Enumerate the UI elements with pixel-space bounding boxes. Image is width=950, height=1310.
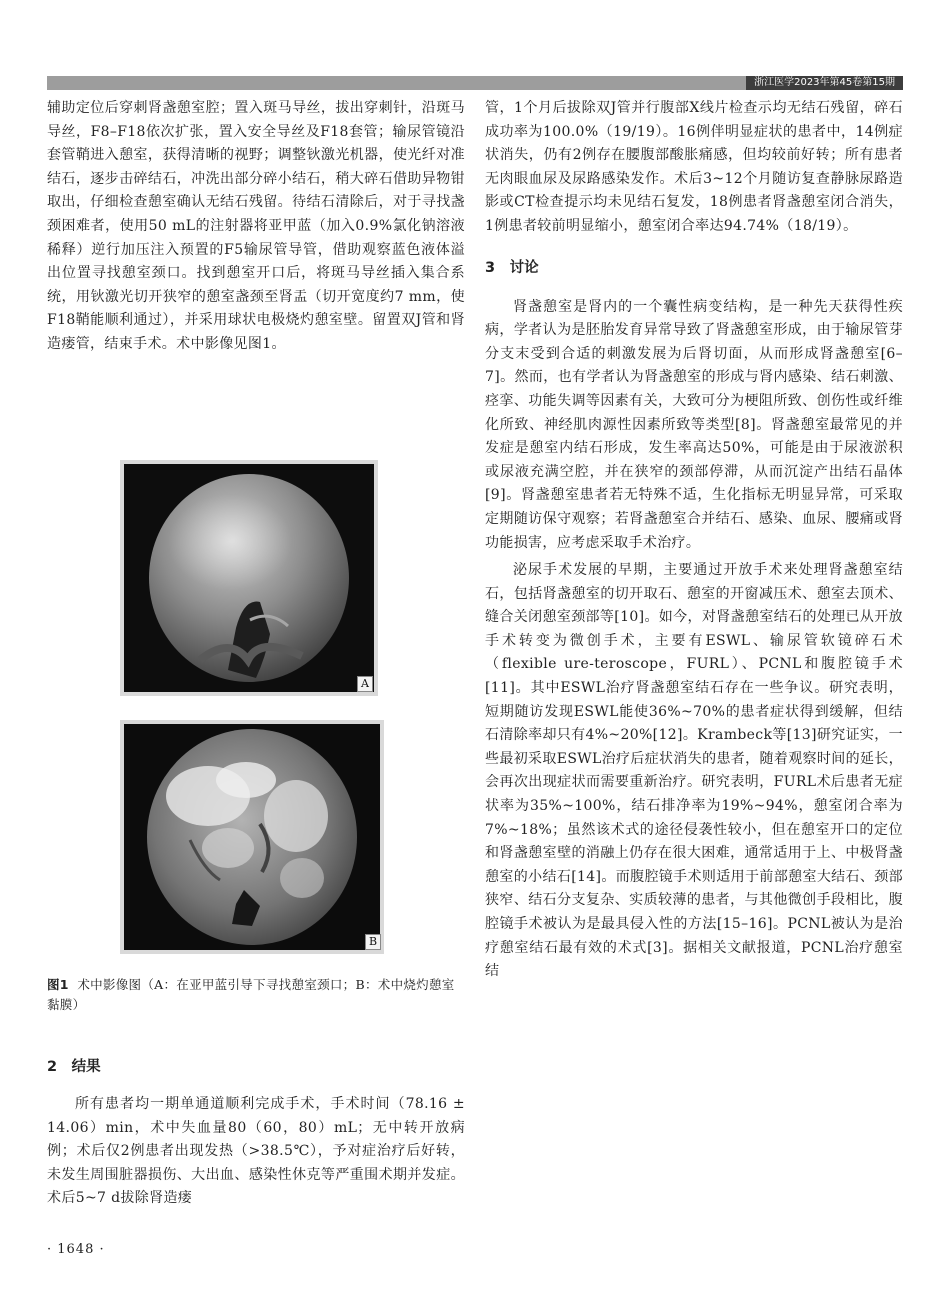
figure-caption xyxy=(47,975,465,1015)
results-section xyxy=(47,1055,465,1211)
figure-caption-text: 术中影像图（A：在亚甲蓝引导下寻找憩室颈口；B：术中烧灼憩室黏膜） xyxy=(47,977,455,1012)
results-paragraph: 所有患者均一期单通道顺利完成手术，手术时间（78.16 ± 14.06）min，术中失血量80（60，80）mL；无中转开放病例；术后仅2例患者出现发热（>38.5℃），予对症治疗后好转，未发生周围脏器损伤、大出血、感染性休克等严重围术期并发症。术后5~7 d拔除肾造瘘 xyxy=(47,1096,465,1207)
methods-paragraph: 辅助定位后穿刺肾盏憩室腔；置入斑马导丝，拔出穿刺针，沿斑马导丝，F8–F18依次扩张，置入安全导丝及F18套管；输尿管镜沿套管鞘进入憩室，获得清晰的视野；调整钬激光机器，使光纤对准结石，逐步击碎结石，冲洗出部分碎小结石，稍大碎石借助异物钳取出，仔细检查憩室确认无结石残留。待结石清除后，对于寻找盏颈困难者，使用50 mL的注射器将亚甲蓝（加入0.9%氯化钠溶液稀释）逆行加压注入预置的F5输尿管导管，借助观察蓝色液体溢出位置寻找憩室颈口。找到憩室开口后，将斑马导丝插入集合系统，用钬激光切开狭窄的憩室盏颈至肾盂（切开宽度约7 mm，使F18鞘能顺利通过），并采用球状电极烧灼憩室壁。留置双J管和肾造瘘管，结束手术。术中影像见图1。 xyxy=(47,100,465,352)
discussion-paragraph-2: 泌尿手术发展的早期，主要通过开放手术来处理肾盏憩室结石，包括肾盏憩室的切开取石、憩室的开窗减压术、憩室去顶术、缝合关闭憩室颈部等[10]。如今，对肾盏憩室结石的处理已从开放手术转变为微创手术，主要有ESWL、输尿管软镜碎石术（flexible ure-teroscope，FURL）、PCNL和腹腔镜手术[11]。其中ESWL治疗肾盏憩室结石存在一些争议。研究表明，短期随访发现ESWL能使36%~70%的患者症状得到缓解，但结石清除率却只有4%~20%[12]。Krambeck等[13]研究证实，一些最初采取ESWL治疗后症状消失的患者，随着观察时间的延长，会再次出现症状而需要重新治疗。研究表明，FURL术后患者无症状率为35%~100%，结石排净率为19%~94%，憩室闭合率为7%~18%；虽然该术式的途径侵袭性较小，但在憩室开口的定位和肾盏憩室壁的消融上仍存在很大困难，通常适用于上、中极肾盏憩室的小结石[14]。而腹腔镜手术则适用于前部憩室大结石、颈部狭窄、结石分支复杂、实质较薄的患者，与其他微创手段相比，腹腔镜手术被认为是最具侵入性的方法[15–16]。PCNL被认为是治疗憩室结石最有效的术式[3]。据相关文献报道，PCNL治疗憩室结 xyxy=(485,562,903,980)
results-heading: 2 结果 xyxy=(47,1059,101,1075)
results-continuation-paragraph: 管，1个月后拔除双J管并行腹部X线片检查示均无结石残留，碎石成功率为100.0%（19/19）。16例伴明显症状的患者中，14例症状消失，仍有2例存在腰腹部酸胀痛感，但均较前好转；所有患者无肉眼血尿及尿路感染发作。术后3~12个月随访复查静脉尿路造影或CT检查提示均未见结石复发，18例患者肾盏憩室闭合消失，1例患者较前明显缩小，憩室闭合率达94.74%（18/19）。 xyxy=(485,100,903,234)
page-number: · 1648 · xyxy=(47,1242,105,1257)
figure-panel-a xyxy=(120,460,378,696)
endoscopic-image-a xyxy=(120,460,378,696)
right-column xyxy=(485,97,903,984)
endoscopic-image-b xyxy=(120,720,384,954)
panel-b-label: B xyxy=(365,934,381,950)
journal-issue-label: 浙江医学2023年第45卷第15期 xyxy=(746,76,903,90)
discussion-paragraph-1: 肾盏憩室是肾内的一个囊性病变结构，是一种先天获得性疾病，学者认为是胚胎发育异常导致了肾盏憩室形成，由于输尿管芽分支末受到合适的刺激发展为后肾切面，从而形成肾盏憩室[6–7]。然而，也有学者认为肾盏憩室的形成与肾内感染、结石刺激、痉挛、功能失调等因素有关，大致可分为梗阻所致、创伤性或纤维化所致、神经肌肉源性因素所致等类型[8]。肾盏憩室最常见的并发症是憩室内结石形成，发生率高达50%，可能是由于尿液淤积或尿液充满空腔，并在狭窄的颈部停滞，从而沉淀产出结石晶体[9]。肾盏憩室患者若无特殊不适，生化指标无明显异常，可采取定期随访保守观察；若肾盏憩室合并结石、感染、血尿、腰痛或肾功能损害，应考虑采取手术治疗。 xyxy=(485,298,903,551)
journal-header-bar xyxy=(47,76,903,90)
figure-panel-b xyxy=(120,720,384,954)
figure-caption-label: 图1 xyxy=(47,977,69,992)
panel-a-label: A xyxy=(357,676,373,692)
discussion-heading: 3 讨论 xyxy=(485,259,539,276)
left-column xyxy=(47,97,465,357)
